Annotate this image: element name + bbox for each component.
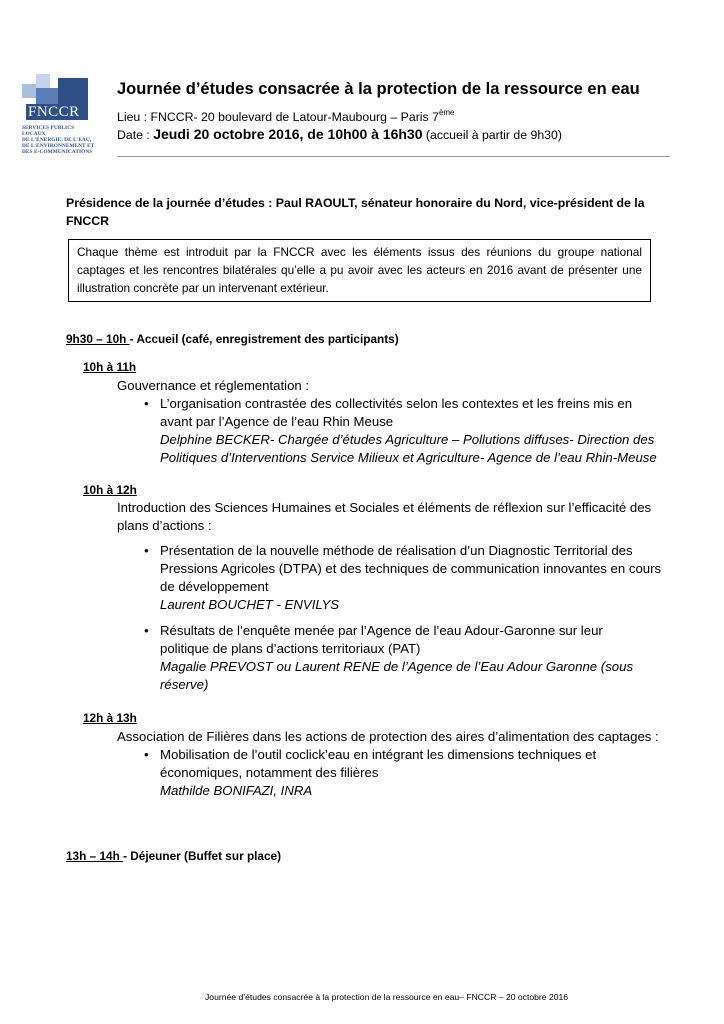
list-item: • L’organisation contrastée des collectivités selon les contextes et les freins mis en avant par l’Agence de l’eau Rhin Meuse Delphine BECKER- Chargée d’études Agriculture – Pollutions diffuses- Direction des Politiques d’Interventions Service Milieux et Agriculture- Agence de l’eau Rhin-Meuse — [144, 396, 657, 465]
speaker: Magalie PREVOST ou Laurent RENE de l’Agence de l’Eau Adour Garonne (sous — [160, 659, 634, 674]
speaker: Politiques d’Interventions Service Milieux et Agriculture- Agence de l’eau Rhin-Meuse — [160, 450, 657, 465]
list-item: • Mobilisation de l’outil coclick’eau en intégrant les dimensions techniques et économiques, notamment des filières Mathilde BONIFAZI, INRA — [144, 747, 597, 798]
accueil-slot: 9h30 – 10h - Accueil (café, enregistrement des participants) — [66, 332, 399, 346]
page-footer: Journée d’études consacrée à la protection de la ressource en eau– FNCCR – 20 octobre 2016 — [205, 992, 569, 1002]
date-line: Date : Jeudi 20 octobre 2016, de 10h00 à 16h30 (accueil à partir de 9h30) — [117, 126, 562, 142]
session-time: 10h à 12h — [83, 483, 137, 497]
session-theme: Association de Filières dans les actions de protection des aires d’alimentation des captages : — [117, 729, 659, 744]
fnccr-logo — [22, 74, 98, 155]
logo-mark — [22, 74, 92, 122]
list-item: • Résultats de l’enquête menée par l’Agence de l’eau Adour-Garonne sur leur politique de plans d’actions territoriaux (PAT) Magalie PREVOST ou Laurent RENE de l’Agence de l’Eau Adour Garonne (sous réserve) — [144, 623, 634, 692]
logo-acronym: FNCCR — [28, 104, 80, 120]
speaker: Mathilde BONIFAZI, INRA — [160, 783, 313, 798]
page-title: Journée d’études consacrée à la protection de la ressource en eau — [117, 80, 640, 98]
session-time: 10h à 11h — [83, 360, 137, 374]
list-item: • Présentation de la nouvelle méthode de réalisation d’un Diagnostic Territorial des Pressions Agricoles (DTPA) et des techniques de communication innovantes en cours de développement Laurent BOUCHET - ENVILYS — [144, 543, 662, 612]
speaker: réserve) — [160, 677, 209, 692]
event-meta — [117, 109, 562, 144]
speaker: Laurent BOUCHET - ENVILYS — [160, 597, 340, 612]
session-time: 12h à 13h — [83, 711, 137, 725]
logo-tagline: SERVICES PUBLICS LOCAUX DE L'ÉNERGIE, DE L'EAU, DE L'ENVIRONNEMENT ET DES E-COMMUNICATIONS — [22, 125, 95, 155]
presidence-statement: Présidence de la journée d’études : Paul RAOULT, sénateur honoraire du Nord, vice-président de la FNCCR — [66, 196, 645, 228]
session-theme: Introduction des Sciences Humaines et Sociales et éléments de réflexion sur l’efficacité des plans d’actions : — [117, 500, 652, 533]
session-theme: Gouvernance et réglementation : — [117, 378, 310, 393]
speaker: Delphine BECKER- Chargée d’études Agriculture – Pollutions diffuses- Direction des — [160, 432, 655, 447]
intro-box: Chaque thème est introduit par la FNCCR avec les éléments issus des réunions du groupe national captages et les rencontres bilatérales qu’elle a pu avoir avec les acteurs en 2016 avant de présenter une illustration concrète par un intervenant extérieur. — [68, 239, 651, 302]
lieu-line: Lieu : FNCCR- 20 boulevard de Latour-Maubourg – Paris 7ème — [117, 108, 455, 124]
dejeuner-slot: 13h – 14h - Déjeuner (Buffet sur place) — [66, 849, 282, 863]
header-divider — [117, 156, 670, 157]
